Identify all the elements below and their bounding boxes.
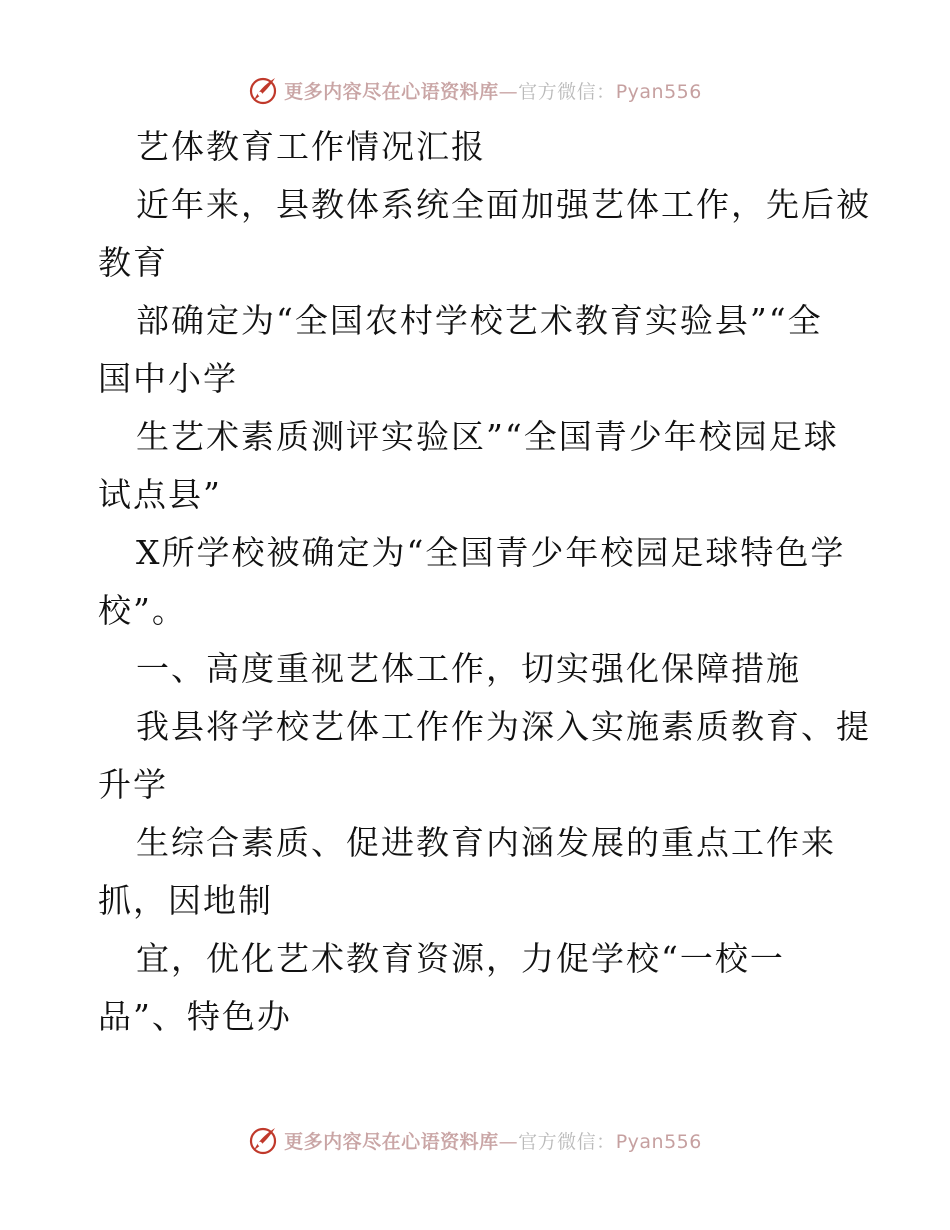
watermark-separator: — [498, 80, 519, 103]
paragraph-line: 国中小学 [98, 359, 238, 398]
watermark-separator: — [498, 1130, 519, 1153]
paragraph-line: 近年来，县教体系统全面加强艺体工作，先后被 [136, 185, 871, 224]
paragraph-line: 一、高度重视艺体工作，切实强化保障措施 [136, 649, 801, 688]
paragraph-line: 生艺术素质测评实验区”“全国青少年校园足球 [136, 417, 839, 456]
header-watermark [0, 70, 950, 110]
paragraph-line: 校”。 [98, 591, 187, 630]
paragraph-line: 升学 [98, 765, 168, 804]
document-title: 艺体教育工作情况汇报 [136, 127, 486, 166]
paragraph-line: 生综合素质、促进教育内涵发展的重点工作来 [136, 823, 836, 862]
watermark-wechat-id: Pyan556 [615, 80, 702, 103]
paragraph-line: 抓，因地制 [98, 881, 273, 920]
watermark-wechat-label: 官方微信： [518, 80, 616, 103]
paragraph-line: 部确定为“全国农村学校艺术教育实验县”“全 [136, 301, 823, 340]
watermark-text [284, 77, 702, 104]
document-body [98, 118, 871, 1046]
watermark-site-text: 更多内容尽在心语资料库 [284, 80, 499, 103]
watermark-wechat-id: Pyan556 [615, 1130, 702, 1153]
paragraph-line: 教育 [98, 243, 168, 282]
footer-watermark [0, 1120, 950, 1160]
paragraph-line: 试点县” [98, 475, 222, 514]
paragraph-line: 宜，优化艺术教育资源，力促学校“一校一 [136, 939, 785, 978]
watermark-wechat-label: 官方微信： [518, 1130, 616, 1153]
watermark-site-text: 更多内容尽在心语资料库 [284, 1130, 499, 1153]
watermark-text [284, 1127, 702, 1154]
paragraph-line: 我县将学校艺体工作作为深入实施素质教育、提 [136, 707, 871, 746]
quill-pen-logo-icon [248, 1125, 278, 1155]
quill-pen-logo-icon [248, 75, 278, 105]
paragraph-line: 品”、特色办 [98, 997, 292, 1036]
paragraph-line: X所学校被确定为“全国青少年校园足球特色学 [136, 533, 846, 572]
